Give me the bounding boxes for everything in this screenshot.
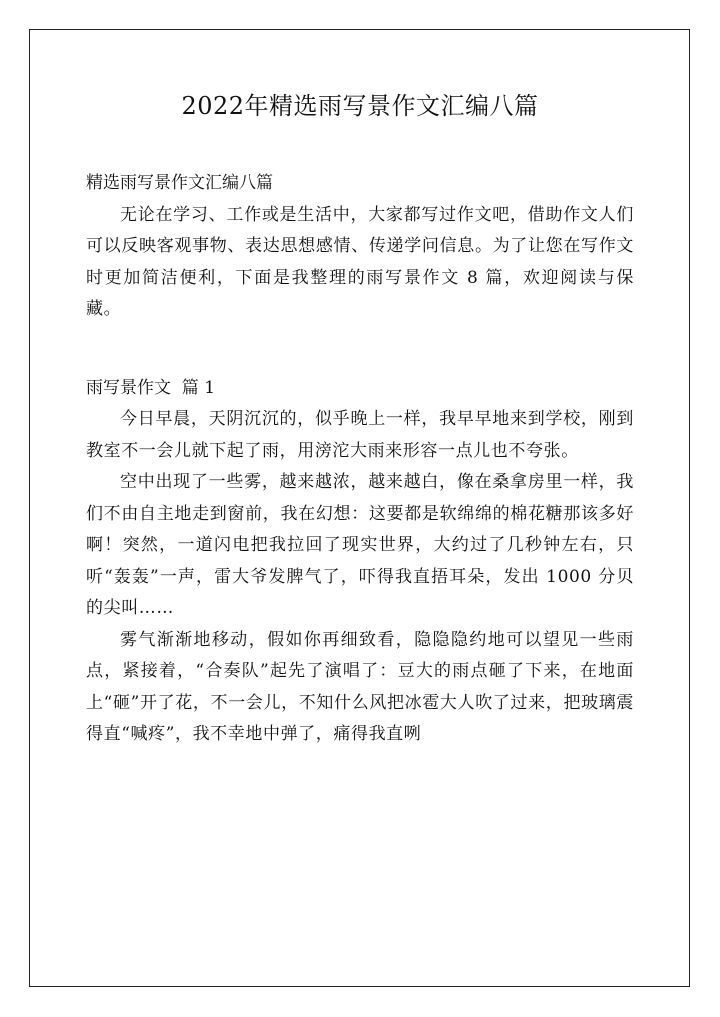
- intro-heading: 精选雨写景作文汇编八篇: [86, 173, 273, 193]
- section-spacer: [86, 326, 634, 373]
- intro-paragraph: 无论在学习、工作或是生活中，大家都写过作文吧，借助作文人们可以反映客观事物、表达思想感情、传递学问信息。为了让您在写作文时更加简洁便利，下面是我整理的雨写景作文 8 篇，欢迎阅读与保藏。: [86, 204, 634, 319]
- document-title: 2022年精选雨写景作文汇编八篇: [181, 92, 539, 120]
- essay-paragraph-2: 空中出现了一些雾，越来越浓，越来越白，像在桑拿房里一样，我们不由自主地走到窗前，我在幻想：这要都是软绵绵的棉花糖那该多好啊！突然，一道闪电把我拉回了现实世界，大约过了几秒钟左右，只听“轰轰”一声，雷大爷发脾气了，吓得我直捂耳朵，发出 1000 分贝的尖叫……: [86, 472, 634, 618]
- essay-heading: 雨写景作文 篇 1: [86, 377, 216, 398]
- essay-paragraph-1: 今日早晨，天阴沉沉的，似乎晚上一样，我早早地来到学校，刚到教室不一会儿就下起了雨，用滂沱大雨来形容一点儿也不夸张。: [86, 409, 634, 461]
- essay-paragraph-3: 雾气渐渐地移动，假如你再细致看，隐隐隐约地可以望见一些雨点，紧接着，“合奏队”起先了演唱了：豆大的雨点砸了下来，在地面上“砸”开了花，不一会儿，不知什么风把冰雹大人吹了过来，把玻璃震得直“喊疼”，我不幸地中弹了，痛得我直咧: [86, 629, 634, 744]
- document-body: [86, 168, 634, 751]
